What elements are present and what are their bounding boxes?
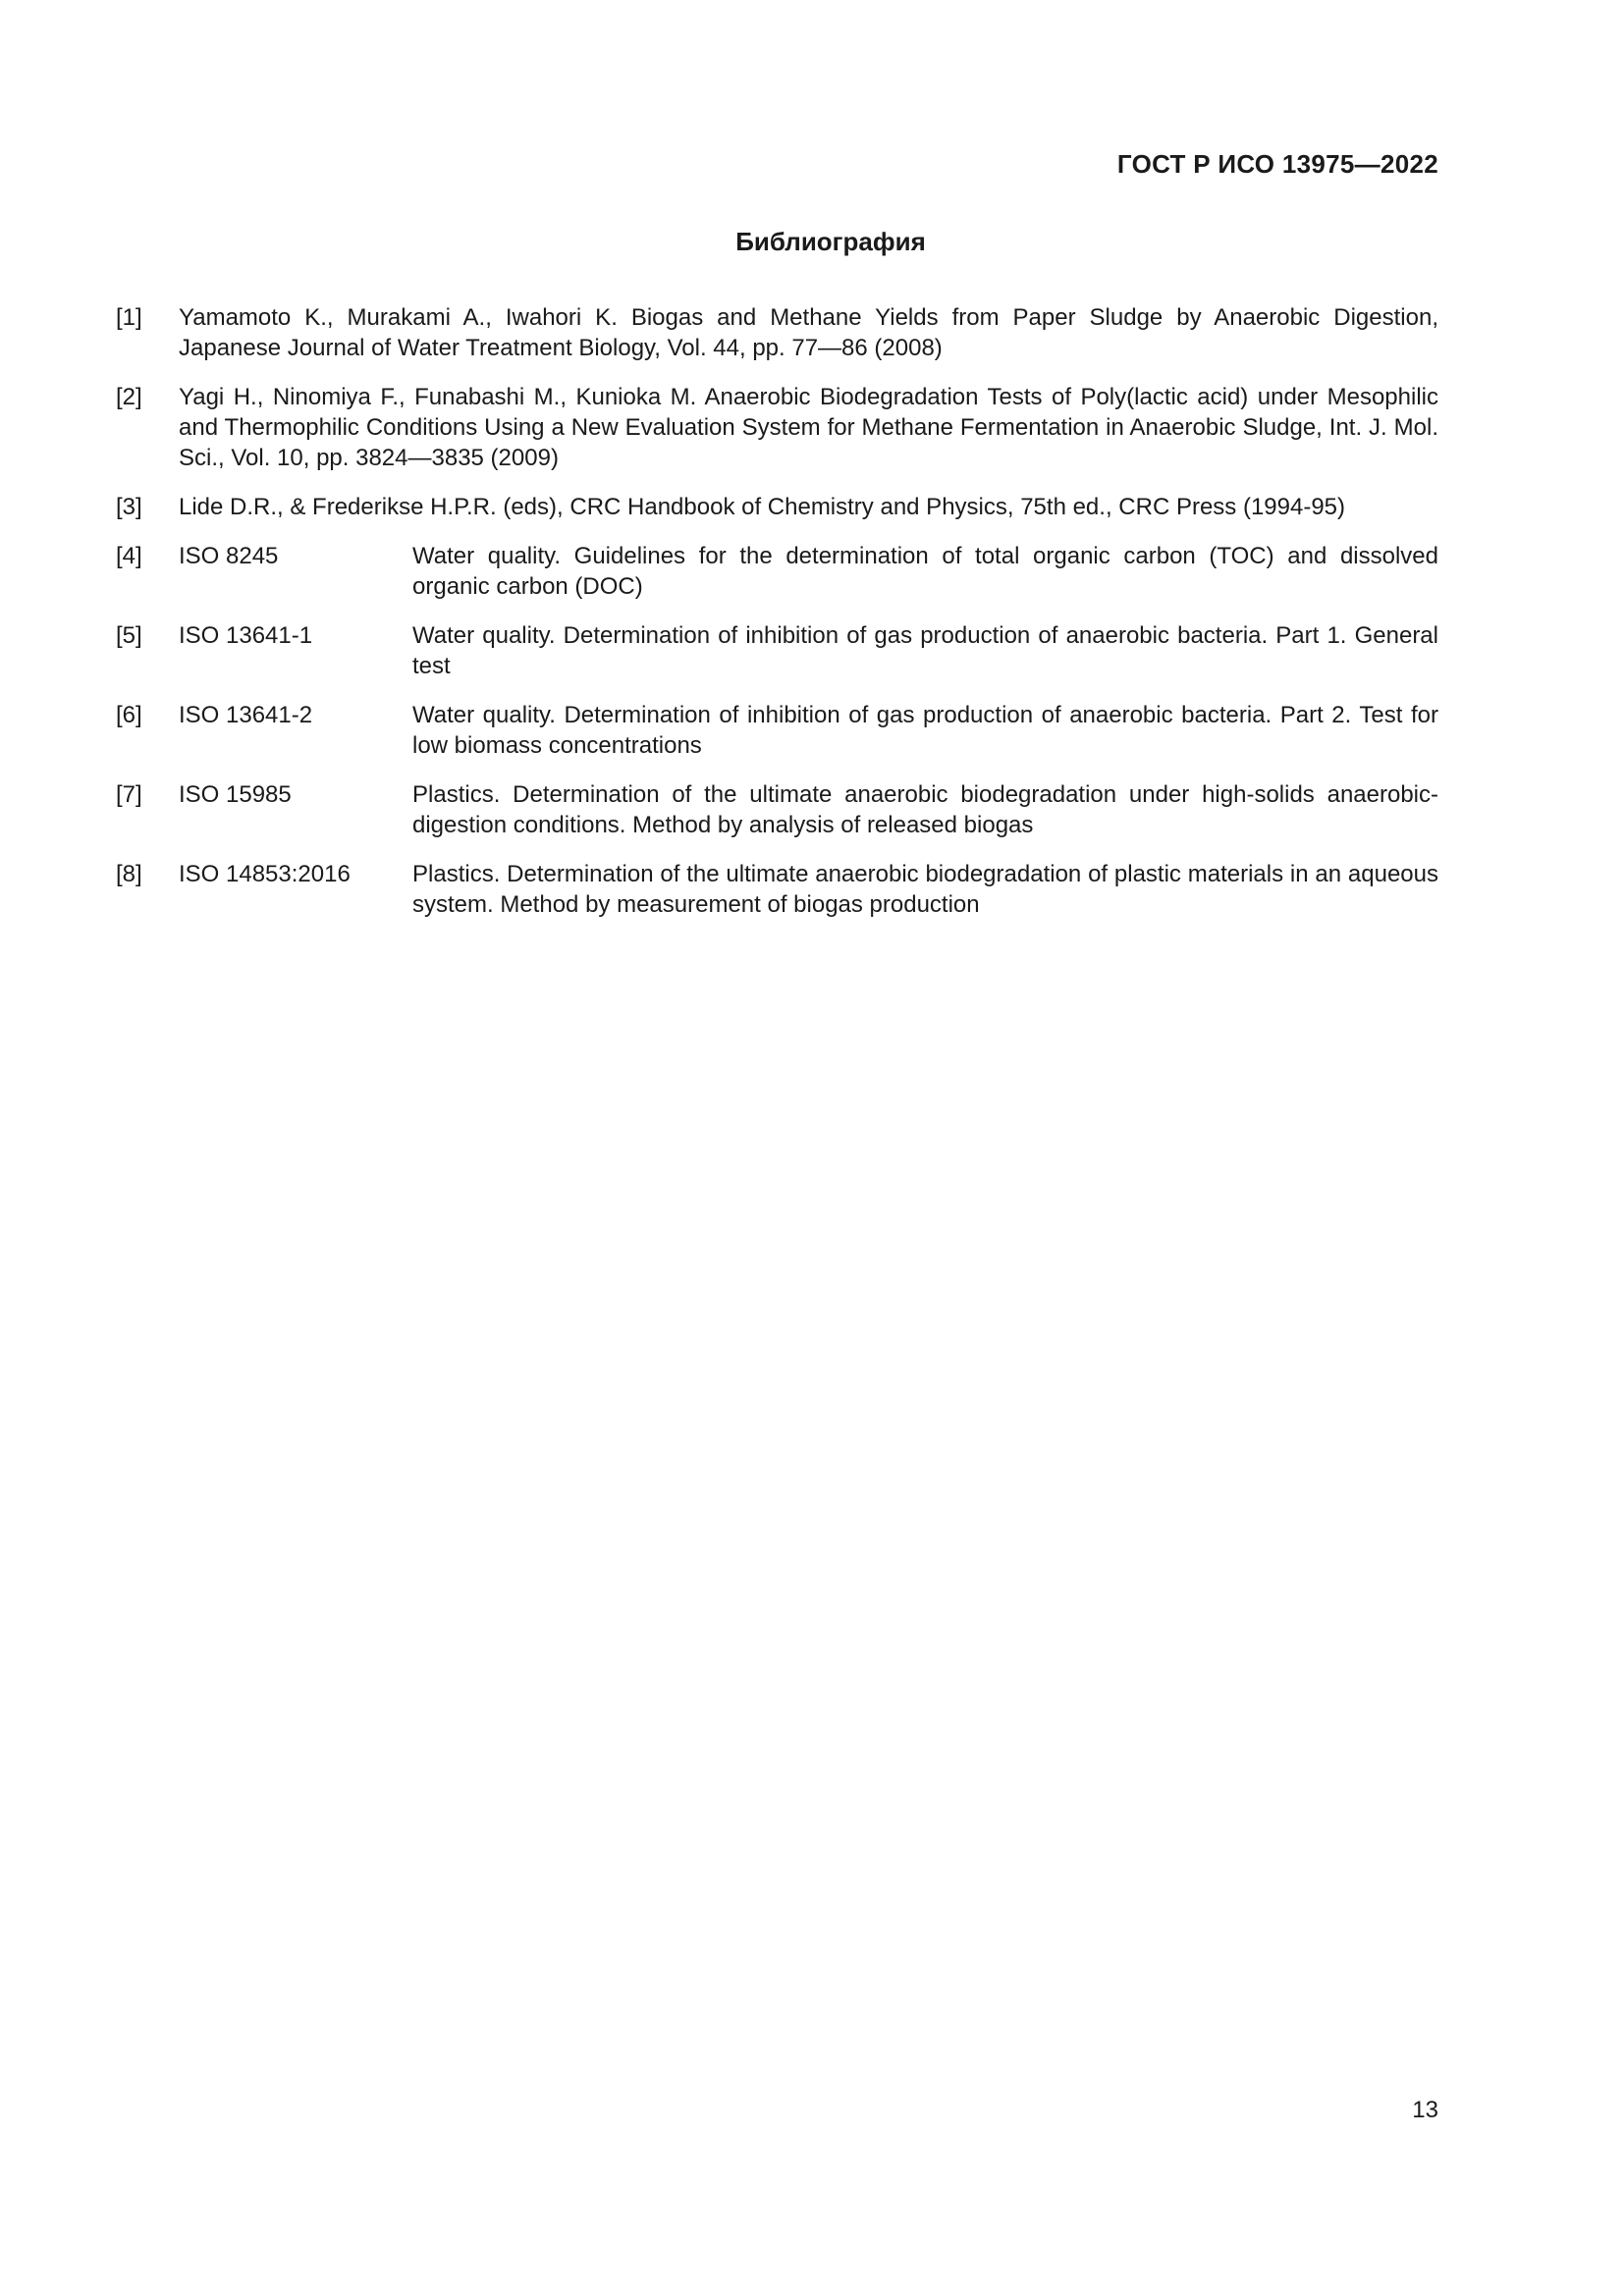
reference-item bbox=[116, 382, 1438, 473]
reference-number: [2] bbox=[116, 384, 142, 410]
reference-standard-title: Plastics. Determination of the ultimate anaerobic biodegradation of plastic materials in an aqueous system. Method by measurement of biogas production bbox=[412, 861, 1438, 918]
reference-item bbox=[116, 492, 1438, 522]
reference-standard-code: ISO 14853:2016 bbox=[179, 861, 351, 887]
page-number: 13 bbox=[1412, 2097, 1438, 2123]
reference-item bbox=[116, 779, 1438, 840]
reference-text: Yamamoto K., Murakami A., Iwahori K. Biogas and Methane Yields from Paper Sludge by Anaerobic Digestion, Japanese Journal of Water Treatment Biology, Vol. 44, pp. 77—86 (2008) bbox=[179, 304, 1438, 361]
reference-text: Lide D.R., & Frederikse H.P.R. (eds), CRC Handbook of Chemistry and Physics, 75th ed., CRC Press (1994-95) bbox=[179, 494, 1346, 520]
reference-number: [7] bbox=[116, 781, 142, 808]
reference-number: [5] bbox=[116, 622, 142, 649]
reference-standard-code: ISO 13641-2 bbox=[179, 702, 313, 728]
reference-number: [3] bbox=[116, 494, 142, 520]
bibliography-title: Библиография bbox=[735, 227, 926, 256]
reference-item bbox=[116, 541, 1438, 602]
reference-number: [8] bbox=[116, 861, 142, 887]
reference-standard-title: Water quality. Guidelines for the determination of total organic carbon (TOC) and dissolved organic carbon (DOC) bbox=[412, 543, 1438, 600]
reference-item bbox=[116, 302, 1438, 363]
reference-standard-code: ISO 13641-1 bbox=[179, 622, 313, 649]
reference-item bbox=[116, 700, 1438, 761]
reference-number: [1] bbox=[116, 304, 142, 331]
reference-standard-title: Plastics. Determination of the ultimate anaerobic biodegradation under high-solids anaerobic-digestion conditions. Method by analysis of released biogas bbox=[412, 781, 1438, 838]
reference-number: [6] bbox=[116, 702, 142, 728]
reference-standard-title: Water quality. Determination of inhibition of gas production of anaerobic bacteria. Part 2. Test for low biomass concentrations bbox=[412, 702, 1438, 759]
reference-text: Yagi H., Ninomiya F., Funabashi M., Kunioka M. Anaerobic Biodegradation Tests of Poly(lactic acid) under Mesophilic and Thermophilic Conditions Using a New Evaluation System for Methane Fermentation in Anaerobic Sludge, Int. J. Mol. Sci., Vol. 10, pp. 3824—3835 (2009) bbox=[179, 384, 1438, 471]
reference-standard-code: ISO 15985 bbox=[179, 781, 292, 808]
reference-number: [4] bbox=[116, 543, 142, 569]
reference-list bbox=[116, 302, 1438, 938]
standard-code-header: ГОСТ Р ИСО 13975—2022 bbox=[1116, 149, 1438, 179]
reference-item bbox=[116, 859, 1438, 920]
reference-item bbox=[116, 620, 1438, 681]
reference-standard-title: Water quality. Determination of inhibition of gas production of anaerobic bacteria. Part 1. General test bbox=[412, 622, 1438, 679]
reference-standard-code: ISO 8245 bbox=[179, 543, 279, 569]
